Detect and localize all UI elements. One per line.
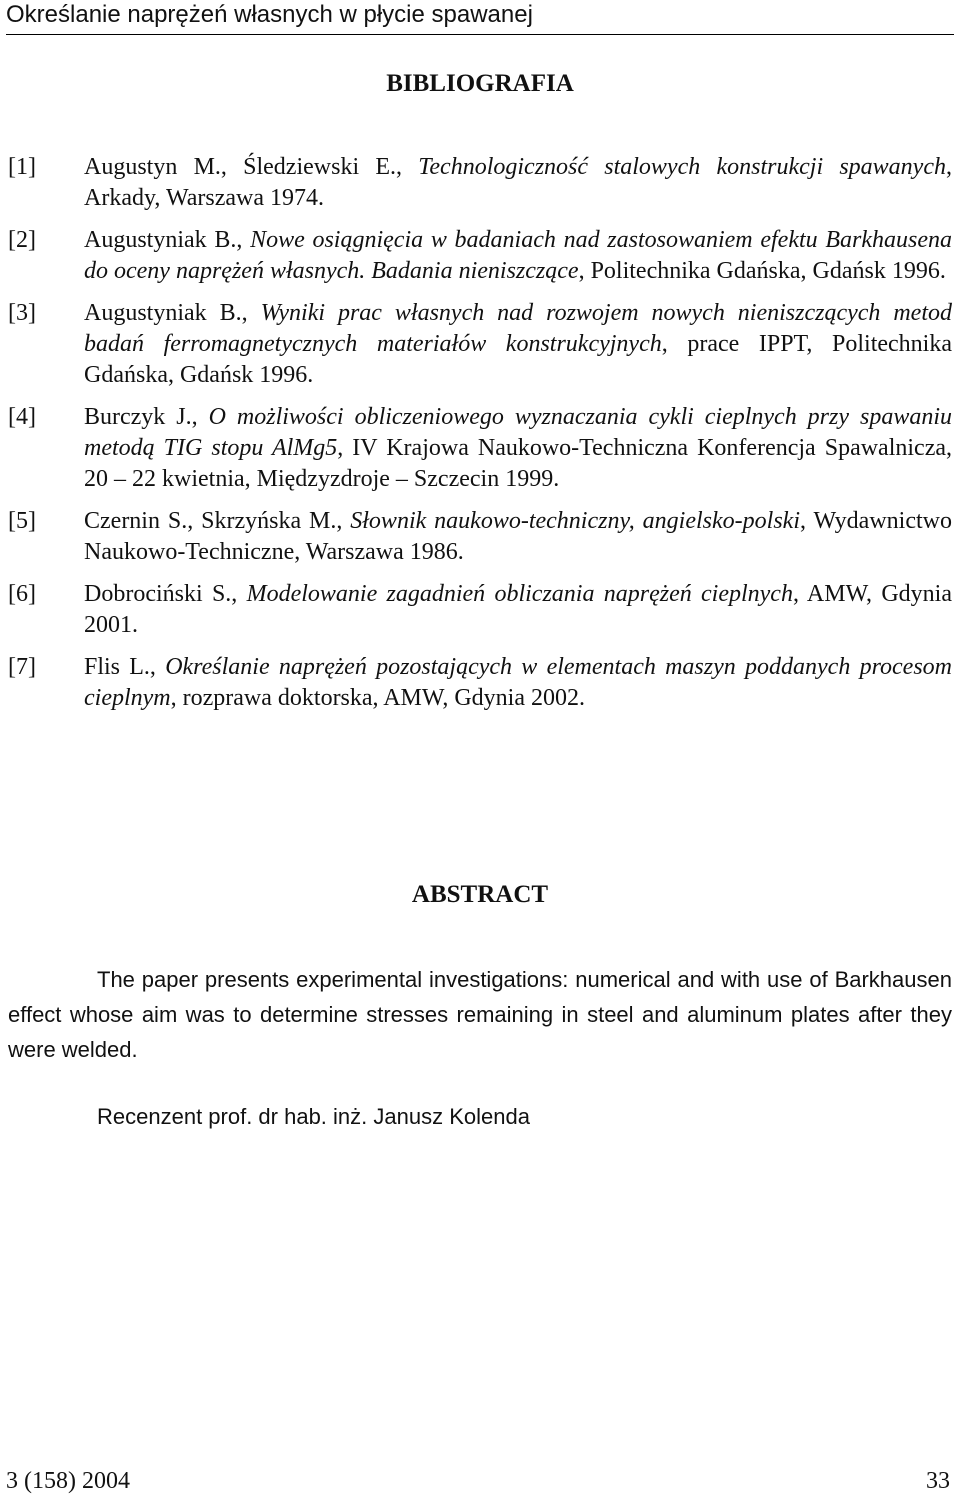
bibliography-entry <box>8 579 952 641</box>
reference-number: [6] <box>8 581 36 607</box>
reference-title: Wyniki prac własnych nad rozwojem nowych nieniszczących metod badań ferromagnetycznych materiałów konstrukcyjnych <box>84 300 952 357</box>
reference-text: Augustyniak B., <box>84 227 251 253</box>
bibliography-heading: BIBLIOGRAFIA <box>386 70 574 97</box>
reference-text: Czernin S., Skrzyńska M., <box>84 508 351 534</box>
bibliography-entry <box>8 506 952 568</box>
reference-number: [7] <box>8 654 36 680</box>
reference-number: [4] <box>8 404 36 430</box>
reference-text: , Politechnika Gdańska, Gdańsk 1996. <box>578 258 946 284</box>
reference-number: [3] <box>8 300 36 326</box>
bibliography-entry <box>8 652 952 714</box>
reviewer-line: Recenzent prof. dr hab. inż. Janusz Kolenda <box>97 1104 530 1129</box>
reference-number: [5] <box>8 508 36 534</box>
reference-text: , AMW, Gdynia 2001. <box>84 581 952 638</box>
reference-title: Nowe osiągnięcia w badaniach nad zastosowaniem efektu Barkhausena do oceny naprężeń własnych. Badania nieniszczące <box>84 227 952 284</box>
reference-title: Określanie naprężeń pozostających w elementach maszyn poddanych procesom cieplnym <box>84 654 952 711</box>
reference-text: , IV Krajowa Naukowo-Techniczna Konferencja Spawalnicza, 20 – 22 kwietnia, Międzyzdroje – Szczecin 1999. <box>84 435 952 492</box>
bibliography-entry <box>8 152 952 214</box>
bibliography-entry <box>8 298 952 391</box>
reference-number: [1] <box>8 154 36 180</box>
abstract-text: The paper presents experimental investigations: numerical and with use of Barkhausen effect whose aim was to determine stresses remaining in steel and aluminum plates after they were welded. <box>8 967 952 1062</box>
reference-number: [2] <box>8 227 36 253</box>
reference-text: , Wydawnictwo Naukowo-Techniczne, Warszawa 1986. <box>84 508 952 565</box>
reference-text: , rozprawa doktorska, AMW, Gdynia 2002. <box>170 685 585 711</box>
reference-title: Technologiczność stalowych konstrukcji spawanych <box>418 154 946 180</box>
reference-text: Burczyk J., <box>84 404 209 430</box>
reference-text: Flis L., <box>84 654 166 680</box>
running-head: Określanie naprężeń własnych w płycie spawanej <box>6 0 954 35</box>
reference-text: Dobrociński S., <box>84 581 247 607</box>
page-number: 33 <box>926 1468 950 1494</box>
reference-title: Słownik naukowo-techniczny, angielsko-polski <box>350 508 800 534</box>
reference-title: O możliwości obliczeniowego wyznaczania cykli cieplnych przy spawaniu metodą TIG stopu AlMg5 <box>84 404 953 461</box>
bibliography-entry <box>8 402 952 495</box>
reference-title: Modelowanie zagadnień obliczania naprężeń cieplnych <box>246 581 793 607</box>
reference-text: Augustyniak B., <box>84 300 261 326</box>
bibliography-list <box>8 152 952 725</box>
reference-text: Augustyn M., Śledziewski E., <box>84 154 419 180</box>
abstract-heading: ABSTRACT <box>411 881 549 908</box>
issue-number: 3 (158) 2004 <box>6 1468 130 1494</box>
reference-text: , prace IPPT, Politechnika Gdańska, Gdańsk 1996. <box>84 331 952 388</box>
reference-text: , Arkady, Warszawa 1974. <box>84 154 952 211</box>
bibliography-entry <box>8 225 952 287</box>
